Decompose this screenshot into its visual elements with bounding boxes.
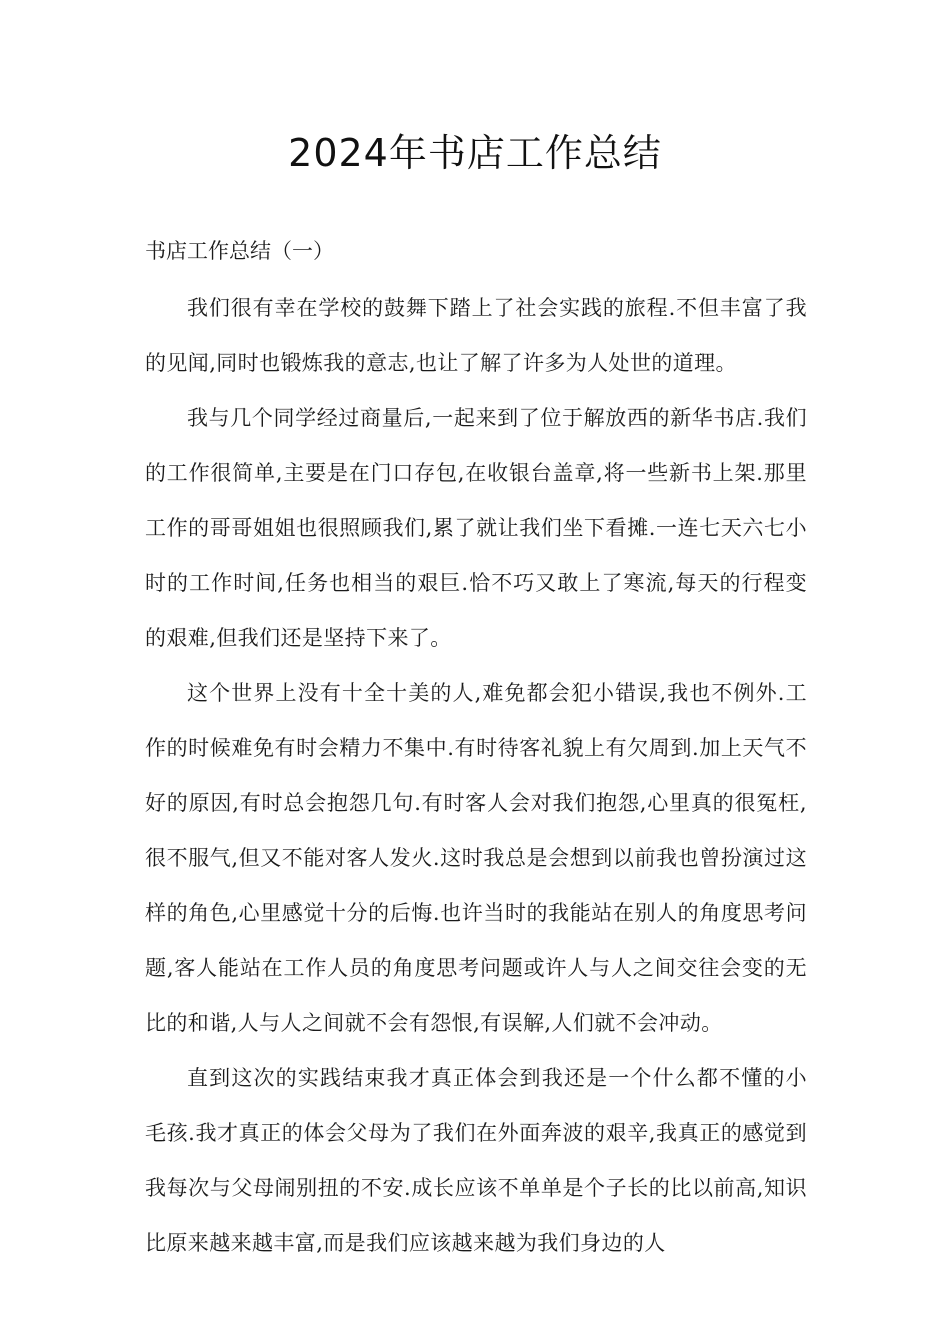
- paragraph-4: 直到这次的实践结束我才真正体会到我还是一个什么都不懂的小毛孩.我才真正的体会父母为了我们在外面奔波的艰辛,我真正的感觉到我每次与父母闹别扭的不安.成长应该不单单是个子长的比以前高,知识比原来越来越丰富,而是我们应该越来越为我们身边的人: [145, 1066, 807, 1255]
- paragraph-3: 这个世界上没有十全十美的人,难免都会犯小错误,我也不例外.工作的时候难免有时会精力不集中.有时待客礼貌上有欠周到.加上天气不好的原因,有时总会抱怨几句.有时客人会对我们抱怨,心里真的很冤枉,很不服气,但又不能对客人发火.这时我总是会想到以前我也曾扮演过这样的角色,心里感觉十分的后悔.也许当时的我能站在别人的角度思考问题,客人能站在工作人员的角度思考问题或许人与人之间交往会变的无比的和谐,人与人之间就不会有怨恨,有误解,人们就不会冲动。: [145, 681, 807, 1035]
- document-title: 2024年书店工作总结: [288, 131, 662, 175]
- paragraph-1: 我们很有幸在学校的鼓舞下踏上了社会实践的旅程.不但丰富了我的见闻,同时也锻炼我的意志,也让了解了许多为人处世的道理。: [145, 296, 807, 375]
- section-heading: 书店工作总结（一）: [145, 239, 334, 263]
- paragraph-2: 我与几个同学经过商量后,一起来到了位于解放西的新华书店.我们的工作很简单,主要是在门口存包,在收银台盖章,将一些新书上架.那里工作的哥哥姐姐也很照顾我们,累了就让我们坐下看摊.一连七天六七小时的工作时间,任务也相当的艰巨.恰不巧又敢上了寒流,每天的行程变的艰难,但我们还是坚持下来了。: [145, 406, 807, 650]
- document-body: [145, 281, 807, 1271]
